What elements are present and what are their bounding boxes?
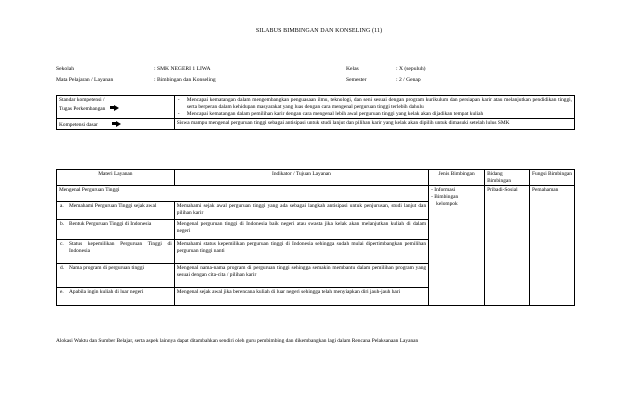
mapel-label: Mata Pelajaran / Layanan: [56, 77, 114, 83]
standar-label-line2: Tugas Perkembangan: [59, 105, 106, 112]
topic-row: [57, 186, 575, 202]
row-letter: b.: [60, 220, 65, 227]
header-jenis: Jenis Bimbingan: [429, 170, 485, 186]
row-materi: Memahami Perguruan Tinggi sejak awal: [69, 202, 157, 209]
standar-item: - Mencapai kematangan dalam pemilihan karir dengan cara mengenal lebih awal perguruan tinggi yang kelak akan dijadikan tempat kuliah: [177, 111, 572, 118]
row-letter: a.: [60, 202, 64, 209]
topic-cell: Mengenal Perguruan Tinggi: [57, 186, 429, 202]
row-letter: e.: [60, 288, 64, 295]
row-letter: c.: [60, 240, 64, 247]
row-materi: Apabila ingin kuliah di luar negeri: [69, 288, 144, 295]
standar-content-cell: [174, 96, 574, 119]
standar-row: [57, 96, 575, 119]
jenis-item: - Informasi: [431, 186, 456, 193]
arrow-right-icon: [114, 105, 119, 111]
row-indikator: Memahami status kepemilikan perguruan tinggi di Indonesia sehingga sudah mulai dipertimbangkan pemilihan perguruan tinggi nanti: [174, 240, 428, 264]
kelas-value: : X (sepuluh): [396, 66, 426, 72]
row-materi: Bentuk Perguruan Tinggi di Indonesia: [69, 220, 152, 227]
kelas-label: Kelas: [346, 66, 359, 72]
competency-table: [56, 95, 575, 130]
kompetensi-text: Siswa mampu mengenal perguruan tinggi sebagai antisipasi untuk studi lanjut dan pilihan karir yang kelak akan dipilih untuk dimasuki setelah lulus SMK: [174, 119, 574, 130]
document-title: SILABUS BIMBINGAN DAN KONSELING (11): [255, 28, 383, 34]
fungsi-cell: Pemahaman: [530, 186, 575, 306]
sekolah-label: Sekolah: [56, 66, 75, 72]
row-indikator: Mengenal nama-nama program di perguruan tinggi sehingga semakin membantu dalam pemilihan program yang sesuai dengan cita-cita / pilihan karir: [174, 264, 428, 288]
kompetensi-label-cell: [57, 119, 175, 130]
meta-left: [56, 64, 216, 86]
kompetensi-label: Kompetensi dasar: [59, 121, 98, 128]
kompetensi-row: [57, 119, 575, 130]
jenis-cell: [429, 186, 485, 306]
semester-value: : 2 / Genap: [396, 77, 421, 83]
footer-note: Alokasi Waktu dan Sumber Belajar, serta aspek lainnya dapat ditambahkan sendiri oleh guru pembimbing dan dikembangkan lagi dalam Rencana Pelaksanaan Layanan: [56, 338, 419, 344]
meta-right: [346, 64, 426, 86]
row-letter: d.: [60, 264, 65, 271]
semester-label: Semester: [346, 77, 367, 83]
sekolah-value: : SMK NEGERI 1 LIWA: [154, 66, 211, 72]
header-bidang: Bidang Bimbingan: [485, 170, 530, 186]
row-indikator: Memahami sejak awal perguruan tinggi yang ada sebagai langkah antisipasi untuk penjurusan, studi lanjut dan pilihan karir: [174, 202, 428, 220]
jenis-item: kelompok: [436, 200, 458, 207]
row-materi: Status kepemilikan Perguruan Tinggi di Indonesia: [69, 240, 172, 254]
row-indikator: Mengenal perguruan tinggi di Indonesia baik negeri atau swasta jika kelak akan melanjutkan kuliah di dalam negeri: [174, 220, 428, 240]
mapel-value: : Bimbingan dan Konseling: [154, 77, 216, 83]
arrow-right-icon: [116, 121, 121, 127]
standar-item: - Mencapai kematangan dalam mengembangkan penguasaan ilmu, teknologi, dan seni sesuai dengan program kurikulum dan persiapan karir atau melanjutkan pendidikan tinggi, serta berperan dalam kehidupan masyarakat yang luas dengan cara mengenal perguruan tinggi terlebih dahulu: [177, 97, 572, 111]
jenis-item: - Bimbingan: [431, 193, 459, 200]
header-indikator: Indikator / Tujuan Layanan: [174, 170, 428, 186]
row-indikator: Mengenal sejak awal jika berencana kuliah di luar negeri sehingga telah menyiapkan diri jauh-jauh hari: [174, 288, 428, 306]
materi-table: [56, 169, 575, 306]
header-materi: Materi Layanan: [57, 170, 175, 186]
header-row: [57, 170, 575, 186]
standar-label-cell: [57, 96, 175, 119]
standar-label-line1: Standar kompetensi /: [59, 96, 105, 103]
header-fungsi: Fungsi Bimbingan: [530, 170, 575, 186]
row-materi: Nama program di perguruan tinggi: [69, 264, 145, 271]
bidang-cell: Pribadi-Sosial: [485, 186, 530, 306]
